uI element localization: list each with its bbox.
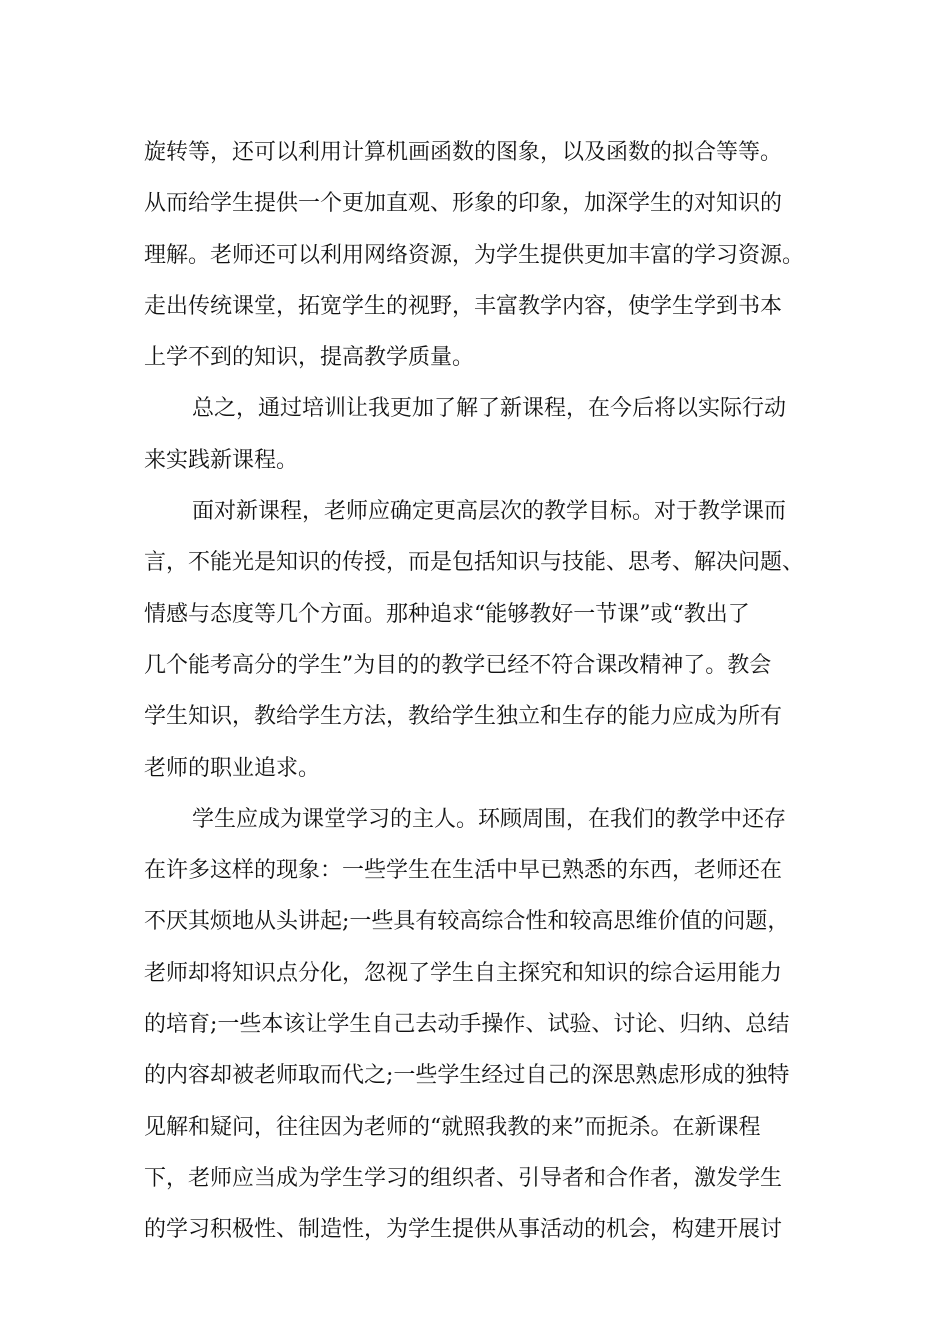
- document-body: [144, 127, 816, 1256]
- text-line: 理解。老师还可以利用网络资源，为学生提供更加丰富的学习资源。: [144, 242, 805, 268]
- text-line: 的培育;一些本该让学生自己去动手操作、试验、讨论、归纳、总结: [144, 1012, 790, 1038]
- text-line: 旋转等，还可以利用计算机画函数的图象，以及函数的拟合等等。: [144, 140, 783, 165]
- text-line: 老师却将知识点分化，忽视了学生自主探究和知识的综合运用能力: [144, 960, 783, 986]
- text-line: 老师的职业追求。: [144, 755, 321, 781]
- paragraph-first-line: 总之，通过培训让我更加了解了新课程，在今后将以实际行动: [192, 396, 787, 422]
- text-line: 下，老师应当成为学生学习的组织者、引导者和合作者，激发学生: [144, 1165, 783, 1191]
- paragraph-first-line: 面对新课程，老师应确定更高层次的教学目标。对于教学课而: [192, 499, 787, 525]
- text-line: 的内容却被老师取而代之;一些学生经过自己的深思熟虑形成的独特: [144, 1063, 790, 1089]
- text-line: 言，不能光是知识的传授，而是包括知识与技能、思考、解决问题、: [144, 550, 805, 576]
- text-line: 几个能考高分的学生”为目的的教学已经不符合课改精神了。教会: [144, 652, 772, 678]
- text-line: 走出传统课堂，拓宽学生的视野，丰富教学内容，使学生学到书本: [144, 293, 783, 319]
- text-line: 在许多这样的现象：一些学生在生活中早已熟悉的东西，老师还在: [144, 858, 783, 884]
- paragraph-first-line: 学生应成为课堂学习的主人。环顾周围，在我们的教学中还存: [192, 806, 787, 832]
- text-line: 的学习积极性、制造性，为学生提供从事活动的机会，构建开展讨: [144, 1217, 783, 1243]
- text-line: 上学不到的知识，提高教学质量。: [144, 345, 475, 371]
- text-line: 见解和疑问，往往因为老师的“就照我教的来”而扼杀。在新课程: [144, 1114, 761, 1140]
- text-line: 从而给学生提供一个更加直观、形象的印象，加深学生的对知识的: [144, 191, 783, 217]
- text-line: 来实践新课程。: [144, 447, 299, 473]
- text-line: 情感与态度等几个方面。那种追求“能够教好一节课”或“教出了: [144, 601, 750, 627]
- text-line: 学生知识，教给学生方法，教给学生独立和生存的能力应成为所有: [144, 704, 783, 730]
- text-line: 不厌其烦地从头讲起;一些具有较高综合性和较高思维价值的问题，: [144, 909, 790, 935]
